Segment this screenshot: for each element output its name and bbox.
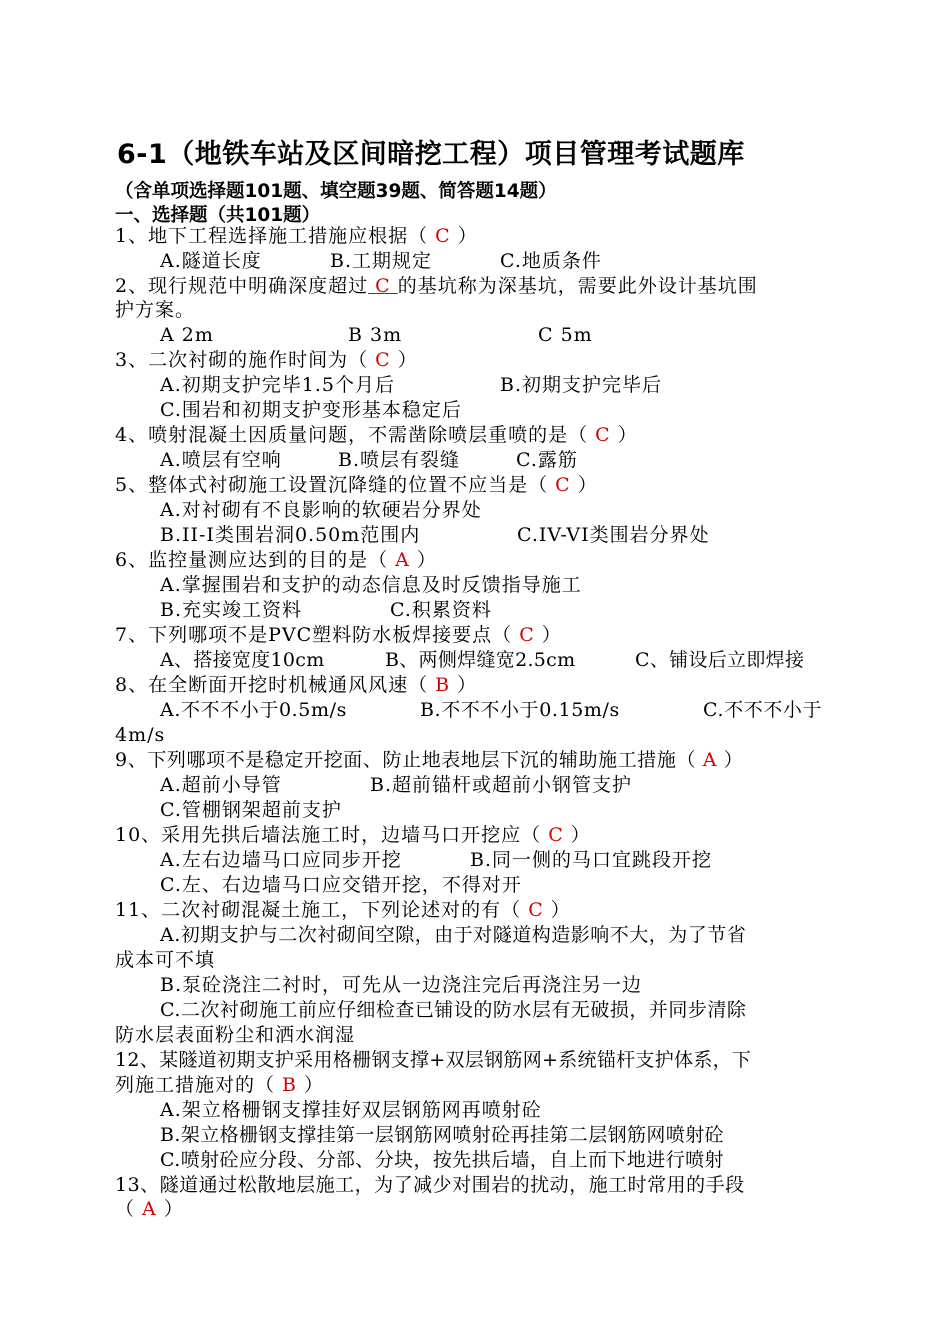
options-5b: [160, 523, 710, 547]
answer-4: C: [595, 424, 611, 446]
option: C.管棚钢架超前支护: [160, 799, 342, 821]
options-4: [160, 448, 578, 472]
option: B 3m: [348, 324, 403, 346]
option: A.掌握围岩和支护的动态信息及时反馈指导施工: [160, 574, 582, 596]
question-13-cont: （ A ）: [115, 1198, 184, 1220]
option: B.工期规定: [330, 250, 433, 272]
question-1: 1、地下工程选择施工措施应根据（ C ）: [115, 225, 478, 247]
option: C.积累资料: [390, 599, 492, 621]
option: C.左、右边墙马口应交错开挖，不得对开: [160, 874, 522, 896]
option: B.同一侧的马口宜跳段开挖: [470, 849, 713, 871]
option: A.初期支护完毕1.5个月后: [160, 374, 395, 396]
option: A、搭接宽度10cm: [160, 649, 325, 671]
option-line: C.二次衬砌施工前应仔细检查已铺设的防水层有无破损，并同步清除: [160, 999, 747, 1021]
option: B.充实竣工资料: [160, 599, 303, 621]
options-5: [160, 498, 482, 522]
option: A.隧道长度: [160, 250, 262, 272]
option: A.超前小导管: [160, 774, 282, 796]
option: C 5m: [538, 324, 593, 346]
answer-7: C: [519, 624, 535, 646]
options-10: [160, 848, 712, 872]
answer-1: C: [435, 225, 451, 247]
option: C.露筋: [516, 449, 578, 471]
question-9: 9、下列哪项不是稳定开挖面、防止地表地层下沉的辅助施工措施（ A ）: [115, 749, 744, 771]
question-12-cont: 列施工措施对的（ B ）: [115, 1074, 325, 1096]
options-10b: [160, 873, 522, 897]
option: A.不不不小于0.5m/s: [160, 699, 347, 721]
option-line: A.架立格栅钢支撑挂好双层钢筋网再喷射砼: [160, 1099, 542, 1121]
options-9b: [160, 798, 342, 822]
option: A.对衬砌有不良影响的软硬岩分界处: [160, 499, 482, 521]
option: B.超前锚杆或超前小钢管支护: [370, 774, 633, 796]
option-line: 成本可不填: [115, 949, 216, 971]
option: C、铺设后立即焊接: [635, 649, 805, 671]
question-10: 10、采用先拱后墙法施工时，边墙马口开挖应（ C ）: [115, 824, 591, 846]
answer-13: A: [142, 1198, 157, 1220]
answer-12: B: [282, 1074, 298, 1096]
options-3b: [160, 398, 462, 422]
question-8: 8、在全断面开挖时机械通风风速（ B ）: [115, 674, 478, 696]
option: C.不不不小于: [703, 699, 823, 721]
options-1: [160, 249, 602, 273]
section-heading: 一、选择题（共101题）: [115, 205, 321, 226]
option-line: 防水层表面粉尘和洒水润湿: [115, 1024, 356, 1046]
option: A 2m: [160, 324, 214, 346]
option: A.左右边墙马口应同步开挖: [160, 849, 402, 871]
answer-11: C: [528, 899, 544, 921]
option-line: B.架立格栅钢支撑挂第一层钢筋网喷射砼再挂第二层钢筋网喷射砼: [160, 1124, 725, 1146]
option-line: B.泵砼浇注二衬时，可先从一边浇注完后再浇注另一边: [160, 974, 643, 996]
options-3: [160, 373, 662, 397]
options-6b: [160, 598, 492, 622]
answer-2: C: [368, 275, 398, 297]
answer-10: C: [548, 824, 564, 846]
answer-3: C: [375, 349, 391, 371]
options-8: [160, 698, 822, 722]
option: B.喷层有裂缝: [338, 449, 461, 471]
answer-9: A: [702, 749, 718, 771]
question-13: 13、隧道通过松散地层施工，为了减少对围岩的扰动，施工时常用的手段: [115, 1174, 745, 1196]
answer-6: A: [395, 549, 410, 571]
option-line: C.喷射砼应分段、分部、分块，按先拱后墙，自上而下地进行喷射: [160, 1149, 724, 1171]
question-2: 2、现行规范中明确深度超过 C 的基坑称为深基坑，需要此外设计基坑围: [115, 275, 758, 297]
question-4: 4、喷射混凝土因质量问题，不需凿除喷层重喷的是（ C ）: [115, 424, 638, 446]
page-subtitle: （含单项选择题101题、填空题39题、简答题14题）: [115, 181, 557, 202]
option: B、两侧焊缝宽2.5cm: [385, 649, 576, 671]
option: C.IV-VI类围岩分界处: [517, 524, 710, 546]
question-5: 5、整体式衬砌施工设置沉降缝的位置不应当是（ C ）: [115, 474, 598, 496]
option: C.地质条件: [500, 250, 602, 272]
options-2: [160, 323, 593, 347]
answer-8: B: [435, 674, 451, 696]
option: B.II-I类围岩洞0.50m范围内: [160, 524, 421, 546]
question-12: 12、某隧道初期支护采用格栅钢支撑+双层钢筋网+系统锚杆支护体系，下: [115, 1049, 752, 1071]
options-6: [160, 573, 582, 597]
question-8-cont: 4m/s: [115, 724, 166, 746]
page-title: 6-1（地铁车站及区间暗挖工程）项目管理考试题库: [117, 139, 745, 170]
option: C.围岩和初期支护变形基本稳定后: [160, 399, 462, 421]
answer-5: C: [555, 474, 571, 496]
question-6: 6、监控量测应达到的目的是（ A ）: [115, 549, 437, 571]
options-9: [160, 773, 632, 797]
question-7: 7、下列哪项不是PVC塑料防水板焊接要点（ C ）: [115, 624, 562, 646]
option: A.喷层有空响: [160, 449, 282, 471]
option-line: A.初期支护与二次衬砌间空隙，由于对隧道构造影响不大，为了节省: [160, 924, 747, 946]
option: B.初期支护完毕后: [500, 374, 663, 396]
option: B.不不不小于0.15m/s: [420, 699, 620, 721]
question-11: 11、二次衬砌混凝土施工，下列论述对的有（ C ）: [115, 899, 571, 921]
options-7: [160, 648, 804, 672]
question-3: 3、二次衬砌的施作时间为（ C ）: [115, 349, 418, 371]
question-2-cont: 护方案。: [115, 299, 196, 321]
